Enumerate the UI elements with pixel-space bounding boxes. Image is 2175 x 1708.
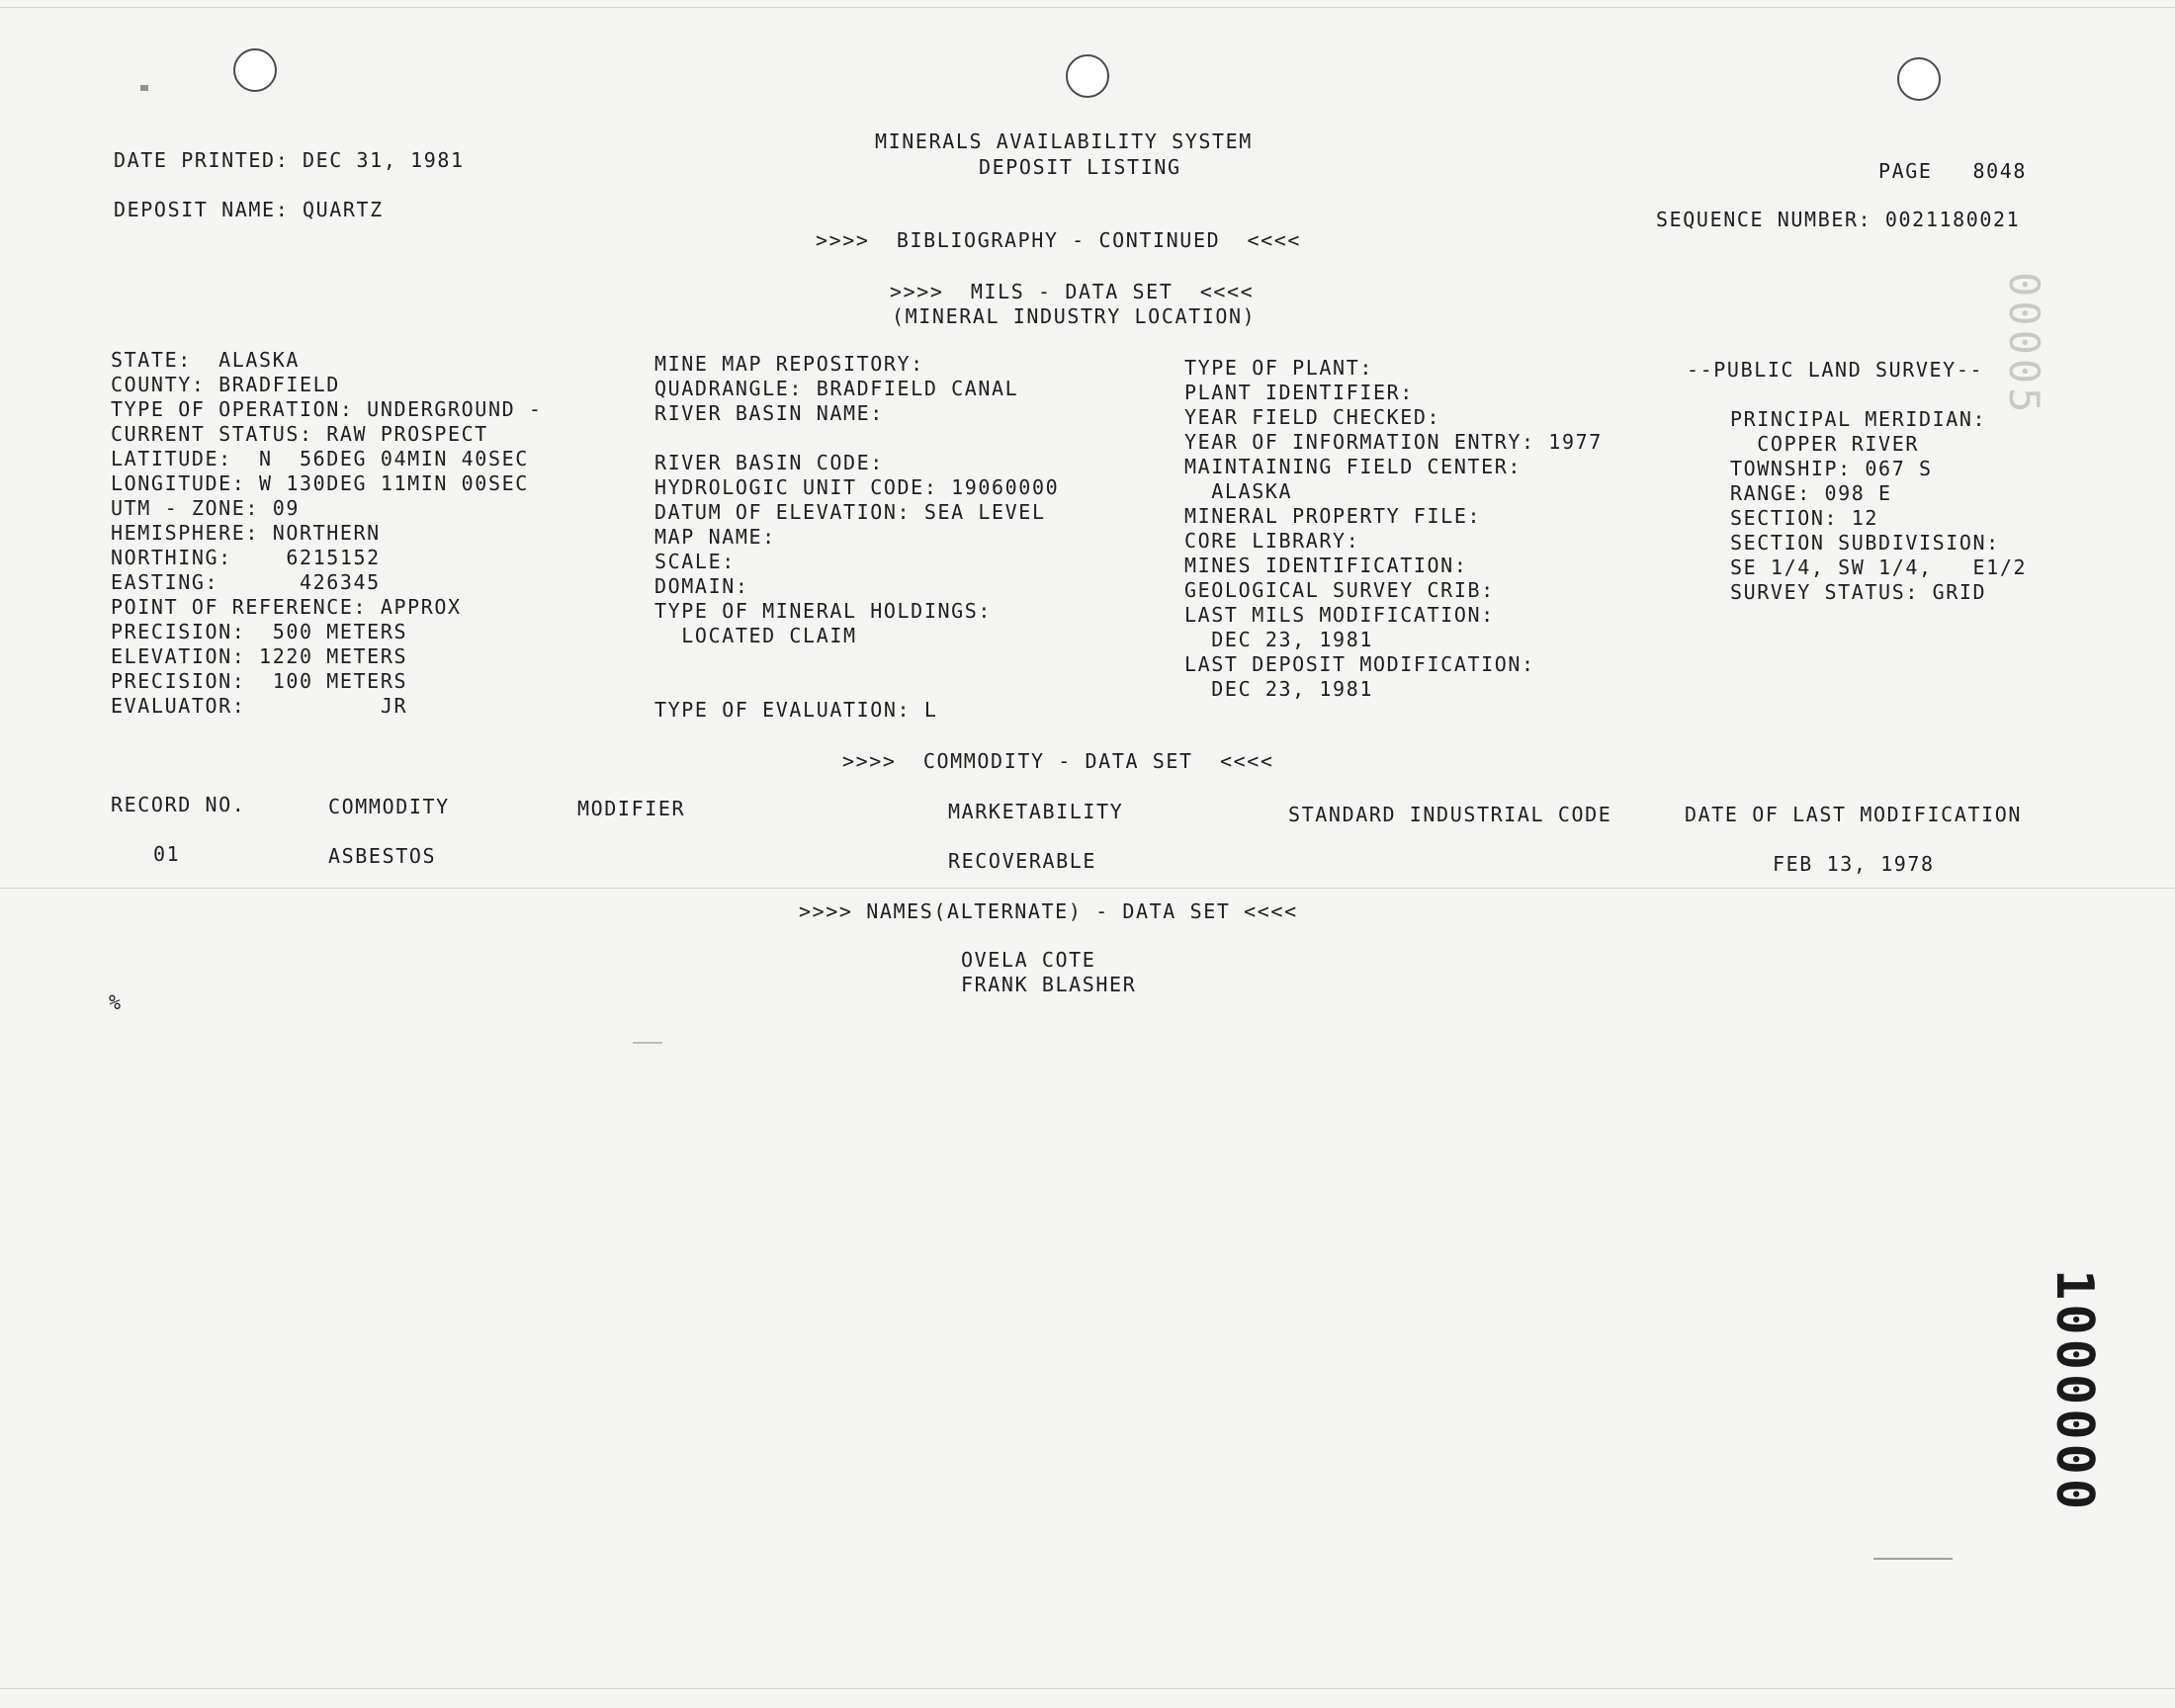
location-line: PRECISION: 500 METERS [111, 620, 408, 643]
plant-line: MINERAL PROPERTY FILE: [1184, 504, 1482, 528]
plant-line: YEAR OF INFORMATION ENTRY: 1977 [1184, 430, 1603, 454]
survey-line: SURVEY STATUS: GRID [1730, 580, 1987, 604]
commodity-header: >>>> COMMODITY - DATA SET <<<< [842, 749, 1274, 773]
location-line: ELEVATION: 1220 METERS [111, 644, 408, 668]
plant-line: MINES IDENTIFICATION: [1184, 554, 1468, 577]
survey-line: SECTION: 12 [1730, 506, 1879, 530]
date-printed: DATE PRINTED: DEC 31, 1981 [114, 148, 465, 172]
plant-line: TYPE OF PLANT: [1184, 356, 1373, 380]
plant-line: MAINTAINING FIELD CENTER: [1184, 455, 1522, 478]
mine-line: DOMAIN: [654, 574, 749, 598]
end-mark: % [109, 990, 123, 1014]
col-header-modifier: MODIFIER [577, 797, 686, 820]
cell-record-no: 01 [153, 842, 181, 866]
location-line: POINT OF REFERENCE: APPROX [111, 595, 462, 619]
survey-line: PRINCIPAL MERIDIAN: [1730, 407, 1987, 431]
mine-line: SCALE: [654, 550, 736, 573]
punch-hole [1066, 54, 1109, 98]
plant-line: PLANT IDENTIFIER: [1184, 381, 1414, 404]
survey-line: TOWNSHIP: 067 S [1730, 457, 1933, 480]
location-line: COUNTY: BRADFIELD [111, 373, 340, 396]
mine-line: TYPE OF MINERAL HOLDINGS: [654, 599, 993, 623]
plant-line: GEOLOGICAL SURVEY CRIB: [1184, 578, 1495, 602]
bibliography-header: >>>> BIBLIOGRAPHY - CONTINUED <<<< [816, 228, 1302, 252]
col-header-sic: STANDARD INDUSTRIAL CODE [1288, 803, 1612, 826]
plant-line: LAST MILS MODIFICATION: [1184, 603, 1495, 627]
col-header-last-modification: DATE OF LAST MODIFICATION [1685, 803, 2023, 826]
cell-marketability: RECOVERABLE [948, 849, 1097, 873]
location-line: NORTHING: 6215152 [111, 546, 381, 569]
page-edge-line [0, 1688, 2175, 1689]
location-line: HEMISPHERE: NORTHERN [111, 521, 381, 545]
col-header-commodity: COMMODITY [328, 795, 450, 818]
mine-line: MINE MAP REPOSITORY: [654, 352, 924, 376]
plant-line: YEAR FIELD CHECKED: [1184, 405, 1441, 429]
deposit-name: DEPOSIT NAME: QUARTZ [114, 198, 384, 221]
fold-line [0, 888, 2175, 889]
col-header-record-no: RECORD NO. [111, 793, 246, 816]
page-number: PAGE 8048 [1878, 159, 2028, 183]
plant-line: LAST DEPOSIT MODIFICATION: [1184, 652, 1535, 676]
smudge-mark [140, 85, 148, 91]
mine-line: RIVER BASIN NAME: [654, 401, 884, 425]
faint-stamp-number: 00005 [2000, 272, 2048, 417]
mine-line: DATUM OF ELEVATION: SEA LEVEL [654, 500, 1046, 524]
system-title: MINERALS AVAILABILITY SYSTEM [875, 129, 1253, 153]
survey-line: RANGE: 098 E [1730, 481, 1892, 505]
punch-hole [233, 48, 277, 92]
mine-line: MAP NAME: [654, 525, 776, 549]
plant-line: ALASKA [1184, 479, 1293, 503]
location-line: UTM - ZONE: 09 [111, 496, 300, 520]
plant-line: DEC 23, 1981 [1184, 628, 1373, 651]
names-header: >>>> NAMES(ALTERNATE) - DATA SET <<<< [799, 899, 1298, 923]
mine-line: HYDROLOGIC UNIT CODE: 19060000 [654, 475, 1060, 499]
listing-title: DEPOSIT LISTING [979, 155, 1181, 179]
col-header-marketability: MARKETABILITY [948, 800, 1124, 823]
evaluation-type: TYPE OF EVALUATION: L [654, 698, 938, 722]
plant-line: CORE LIBRARY: [1184, 529, 1360, 553]
punch-hole [1897, 57, 1941, 101]
alternate-name: FRANK BLASHER [961, 973, 1137, 996]
survey-line: COPPER RIVER [1730, 432, 1919, 456]
location-line: STATE: ALASKA [111, 348, 300, 372]
location-line: PRECISION: 100 METERS [111, 669, 408, 693]
location-line: CURRENT STATUS: RAW PROSPECT [111, 422, 488, 446]
alternate-name: OVELA COTE [961, 948, 1096, 972]
location-line: TYPE OF OPERATION: UNDERGROUND - [111, 397, 543, 421]
mine-line: LOCATED CLAIM [654, 624, 857, 647]
location-line: EASTING: 426345 [111, 570, 381, 594]
cell-last-modification: FEB 13, 1978 [1773, 852, 1935, 876]
survey-line: SECTION SUBDIVISION: [1730, 531, 2000, 555]
location-line: LONGITUDE: W 130DEG 11MIN 00SEC [111, 471, 529, 495]
cell-commodity: ASBESTOS [328, 844, 437, 868]
page-edge-line [0, 7, 2175, 8]
survey-title: --PUBLIC LAND SURVEY-- [1687, 358, 1984, 382]
sequence-number: SEQUENCE NUMBER: 0021180021 [1656, 208, 2021, 231]
smudge-mark [633, 1042, 662, 1044]
location-line: LATITUDE: N 56DEG 04MIN 40SEC [111, 447, 529, 470]
mils-subheader: (MINERAL INDUSTRY LOCATION) [892, 304, 1257, 328]
mils-header: >>>> MILS - DATA SET <<<< [890, 280, 1255, 303]
survey-line: SE 1/4, SW 1/4, E1/2 [1730, 555, 2028, 579]
mine-line: QUADRANGLE: BRADFIELD CANAL [654, 377, 1019, 400]
mine-line: RIVER BASIN CODE: [654, 451, 884, 474]
location-line: EVALUATOR: JR [111, 694, 408, 718]
side-stamp-number: 1000000 [2044, 1269, 2104, 1514]
smudge-mark [1873, 1558, 1953, 1560]
plant-line: DEC 23, 1981 [1184, 677, 1373, 701]
